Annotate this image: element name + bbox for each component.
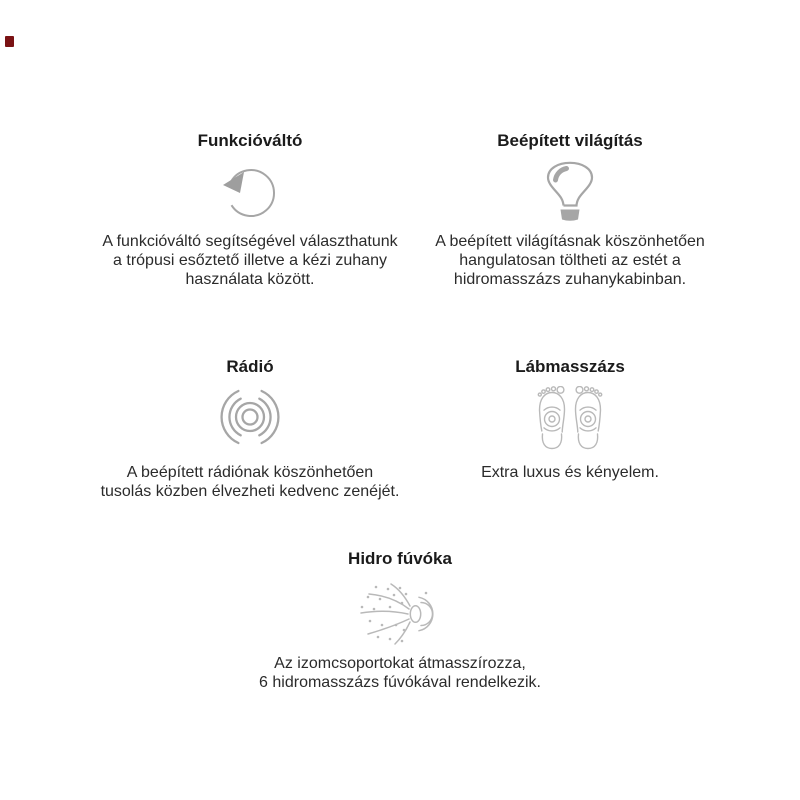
feature-title: Funkcióváltó (197, 131, 303, 150)
feature-block-built-in-light (390, 131, 750, 289)
feature-description-line: hidromasszázs zuhanykabinban. (453, 271, 687, 288)
feature-description-line: A beépített világításnak köszönhetően (435, 233, 705, 250)
feet-massage-icon (390, 385, 750, 453)
lightbulb-icon (390, 160, 750, 224)
feature-description (70, 232, 430, 289)
feature-description-line: Extra luxus és kényelem. (481, 464, 659, 481)
feature-description-line: a trópusi esőztető illetve a kézi zuhany (113, 252, 387, 269)
feature-description-line: használata között. (185, 271, 315, 288)
feature-title: Hidro fúvóka (348, 549, 452, 568)
feature-description-line: Az izomcsoportokat átmasszírozza, (274, 655, 526, 672)
feature-description (390, 232, 750, 289)
rotate-arrow-icon (70, 160, 430, 224)
feature-title: Rádió (226, 357, 274, 376)
feature-description-line: A beépített rádiónak köszönhetően (126, 464, 374, 481)
feature-block-radio (70, 357, 430, 501)
feature-description (390, 463, 750, 482)
feature-title: Lábmasszázs (515, 357, 625, 376)
feature-title: Beépített világítás (497, 131, 643, 150)
feature-description-line: hangulatosan töltheti az estét a (459, 252, 681, 269)
water-jet-icon (220, 580, 580, 649)
feature-block-foot-massage (390, 357, 750, 482)
feature-description-line: 6 hidromasszázs fúvókával rendelkezik. (259, 674, 541, 691)
feature-description (220, 654, 580, 692)
corner-red-mark (5, 36, 14, 47)
feature-description-line: tusolás közben élvezheti kedvenc zenéjét. (100, 483, 400, 500)
feature-description-line: A funkcióváltó segítségével választhatunk (102, 233, 398, 250)
feature-description (70, 463, 430, 501)
radio-waves-icon (70, 385, 430, 453)
feature-block-function-switch (70, 131, 430, 289)
feature-block-hydro-jet (220, 549, 580, 692)
